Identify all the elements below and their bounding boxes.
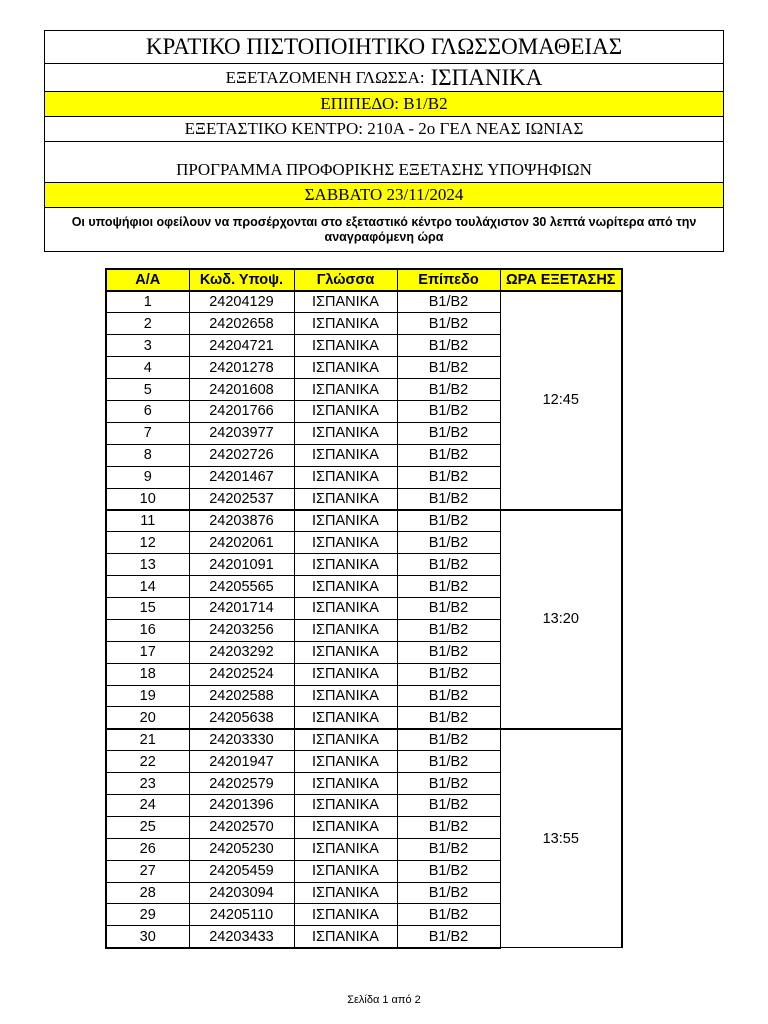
exam-center-row: ΕΞΕΤΑΣΤΙΚΟ ΚΕΝΤΡΟ: 210Α - 2ο ΓΕΛ ΝΕΑΣ ΙΩΝΙΑΣ	[45, 117, 723, 142]
candidate-code: 24201608	[189, 379, 294, 401]
language-cell: ΙΣΠΑΝΙΚΑ	[294, 554, 397, 576]
row-number: 20	[106, 707, 189, 729]
level-cell: B1/B2	[397, 926, 500, 948]
language-cell: ΙΣΠΑΝΙΚΑ	[294, 773, 397, 795]
table-body	[106, 291, 622, 948]
candidate-code: 24201766	[189, 400, 294, 422]
language-label: ΕΞΕΤΑΖΟΜΕΝΗ ΓΛΩΣΣΑ:	[225, 67, 425, 87]
language-value: ΙΣΠΑΝΙΚΑ	[430, 64, 543, 90]
candidate-code: 24204129	[189, 291, 294, 313]
candidate-code: 24202658	[189, 313, 294, 335]
language-cell: ΙΣΠΑΝΙΚΑ	[294, 335, 397, 357]
row-number: 16	[106, 619, 189, 641]
document-title: ΚΡΑΤΙΚΟ ΠΙΣΤΟΠΟΙΗΤΙΚΟ ΓΛΩΣΣΟΜΑΘΕΙΑΣ	[45, 31, 723, 64]
page-footer: Σελίδα 1 από 2	[347, 994, 421, 1006]
language-cell: ΙΣΠΑΝΙΚΑ	[294, 619, 397, 641]
language-cell: ΙΣΠΑΝΙΚΑ	[294, 707, 397, 729]
exam-time-cell: 12:45	[500, 291, 622, 510]
exam-time-cell: 13:55	[500, 729, 622, 948]
candidate-code: 24202579	[189, 773, 294, 795]
level-cell: B1/B2	[397, 751, 500, 773]
level-cell: B1/B2	[397, 444, 500, 466]
language-cell: ΙΣΠΑΝΙΚΑ	[294, 882, 397, 904]
row-number: 10	[106, 488, 189, 510]
row-number: 19	[106, 685, 189, 707]
exam-time-cell: 13:20	[500, 510, 622, 729]
level-cell: B1/B2	[397, 488, 500, 510]
language-cell: ΙΣΠΑΝΙΚΑ	[294, 313, 397, 335]
candidate-code: 24202524	[189, 663, 294, 685]
row-number: 15	[106, 597, 189, 619]
candidate-code: 24203876	[189, 510, 294, 532]
candidate-code: 24205459	[189, 860, 294, 882]
language-cell: ΙΣΠΑΝΙΚΑ	[294, 532, 397, 554]
row-number: 1	[106, 291, 189, 313]
row-number: 5	[106, 379, 189, 401]
table-row	[106, 729, 622, 751]
level-cell: B1/B2	[397, 729, 500, 751]
language-cell: ΙΣΠΑΝΙΚΑ	[294, 751, 397, 773]
level-cell: B1/B2	[397, 773, 500, 795]
row-number: 17	[106, 641, 189, 663]
level-cell: B1/B2	[397, 576, 500, 598]
candidate-code: 24201278	[189, 357, 294, 379]
candidate-code: 24203977	[189, 422, 294, 444]
row-number: 24	[106, 794, 189, 816]
level-cell: B1/B2	[397, 291, 500, 313]
column-header: Α/Α	[106, 269, 189, 291]
notice-row: Οι υποψήφιοι οφείλουν να προσέρχονται στο εξεταστικό κέντρο τουλάχιστον 30 λεπτά νωρίτερα από την αναγραφόμενη ώρα	[71, 214, 697, 244]
level-cell: B1/B2	[397, 663, 500, 685]
candidate-code: 24205230	[189, 838, 294, 860]
language-cell: ΙΣΠΑΝΙΚΑ	[294, 510, 397, 532]
column-header: Επίπεδο	[397, 269, 500, 291]
row-number: 27	[106, 860, 189, 882]
level-cell: B1/B2	[397, 619, 500, 641]
level-cell: B1/B2	[397, 816, 500, 838]
table-header-row	[106, 269, 622, 291]
language-cell: ΙΣΠΑΝΙΚΑ	[294, 641, 397, 663]
row-number: 2	[106, 313, 189, 335]
candidate-code: 24201396	[189, 794, 294, 816]
candidate-code: 24205565	[189, 576, 294, 598]
level-cell: B1/B2	[397, 641, 500, 663]
language-cell: ΙΣΠΑΝΙΚΑ	[294, 466, 397, 488]
row-number: 12	[106, 532, 189, 554]
row-number: 30	[106, 926, 189, 948]
language-cell: ΙΣΠΑΝΙΚΑ	[294, 291, 397, 313]
language-cell: ΙΣΠΑΝΙΚΑ	[294, 422, 397, 444]
candidate-code: 24201091	[189, 554, 294, 576]
level-cell: B1/B2	[397, 466, 500, 488]
row-number: 6	[106, 400, 189, 422]
candidate-code: 24202588	[189, 685, 294, 707]
row-number: 22	[106, 751, 189, 773]
language-cell: ΙΣΠΑΝΙΚΑ	[294, 379, 397, 401]
candidate-code: 24203292	[189, 641, 294, 663]
row-number: 21	[106, 729, 189, 751]
language-cell: ΙΣΠΑΝΙΚΑ	[294, 860, 397, 882]
row-number: 13	[106, 554, 189, 576]
candidate-code: 24201947	[189, 751, 294, 773]
row-number: 28	[106, 882, 189, 904]
row-number: 4	[106, 357, 189, 379]
level-cell: B1/B2	[397, 707, 500, 729]
level-cell: B1/B2	[397, 510, 500, 532]
language-cell: ΙΣΠΑΝΙΚΑ	[294, 838, 397, 860]
column-header: Γλώσσα	[294, 269, 397, 291]
level-cell: B1/B2	[397, 335, 500, 357]
language-cell: ΙΣΠΑΝΙΚΑ	[294, 729, 397, 751]
language-cell: ΙΣΠΑΝΙΚΑ	[294, 444, 397, 466]
language-cell: ΙΣΠΑΝΙΚΑ	[294, 597, 397, 619]
level-cell: B1/B2	[397, 904, 500, 926]
row-number: 9	[106, 466, 189, 488]
language-cell: ΙΣΠΑΝΙΚΑ	[294, 926, 397, 948]
level-cell: B1/B2	[397, 882, 500, 904]
candidate-code: 24203330	[189, 729, 294, 751]
row-number: 26	[106, 838, 189, 860]
level-cell: B1/B2	[397, 838, 500, 860]
candidate-code: 24202537	[189, 488, 294, 510]
candidate-code: 24203256	[189, 619, 294, 641]
language-cell: ΙΣΠΑΝΙΚΑ	[294, 794, 397, 816]
level-cell: B1/B2	[397, 554, 500, 576]
candidate-code: 24205638	[189, 707, 294, 729]
level-cell: B1/B2	[397, 422, 500, 444]
row-number: 25	[106, 816, 189, 838]
row-number: 3	[106, 335, 189, 357]
column-header: ΩΡΑ ΕΞΕΤΑΣΗΣ	[500, 269, 622, 291]
language-cell: ΙΣΠΑΝΙΚΑ	[294, 816, 397, 838]
level-cell: B1/B2	[397, 379, 500, 401]
language-cell: ΙΣΠΑΝΙΚΑ	[294, 904, 397, 926]
level-cell: B1/B2	[397, 357, 500, 379]
language-cell: ΙΣΠΑΝΙΚΑ	[294, 357, 397, 379]
row-number: 8	[106, 444, 189, 466]
candidate-code: 24203094	[189, 882, 294, 904]
language-cell: ΙΣΠΑΝΙΚΑ	[294, 685, 397, 707]
level-row: ΕΠΙΠΕΔΟ: Β1/Β2	[45, 92, 723, 117]
column-header: Κωδ. Υποψ.	[189, 269, 294, 291]
level-cell: B1/B2	[397, 685, 500, 707]
candidate-code: 24202570	[189, 816, 294, 838]
level-cell: B1/B2	[397, 313, 500, 335]
language-row	[45, 64, 723, 92]
row-number: 11	[106, 510, 189, 532]
level-cell: B1/B2	[397, 794, 500, 816]
candidate-code: 24201467	[189, 466, 294, 488]
level-cell: B1/B2	[397, 532, 500, 554]
language-cell: ΙΣΠΑΝΙΚΑ	[294, 400, 397, 422]
row-number: 23	[106, 773, 189, 795]
candidates-table	[105, 268, 623, 949]
level-cell: B1/B2	[397, 400, 500, 422]
candidate-code: 24203433	[189, 926, 294, 948]
program-row: ΠΡΟΓΡΑΜΜΑ ΠΡΟΦΟΡΙΚΗΣ ΕΞΕΤΑΣΗΣ ΥΠΟΨΗΦΙΩΝ	[45, 142, 723, 183]
table-row	[106, 510, 622, 532]
table-row	[106, 291, 622, 313]
row-number: 14	[106, 576, 189, 598]
language-cell: ΙΣΠΑΝΙΚΑ	[294, 663, 397, 685]
level-cell: B1/B2	[397, 860, 500, 882]
candidate-code: 24202726	[189, 444, 294, 466]
row-number: 29	[106, 904, 189, 926]
candidate-code: 24201714	[189, 597, 294, 619]
candidate-code: 24205110	[189, 904, 294, 926]
document-header	[44, 30, 724, 252]
language-cell: ΙΣΠΑΝΙΚΑ	[294, 576, 397, 598]
date-row: ΣΑΒΒΑΤΟ 23/11/2024	[45, 183, 723, 208]
candidate-code: 24202061	[189, 532, 294, 554]
row-number: 7	[106, 422, 189, 444]
row-number: 18	[106, 663, 189, 685]
candidate-code: 24204721	[189, 335, 294, 357]
level-cell: B1/B2	[397, 597, 500, 619]
language-cell: ΙΣΠΑΝΙΚΑ	[294, 488, 397, 510]
